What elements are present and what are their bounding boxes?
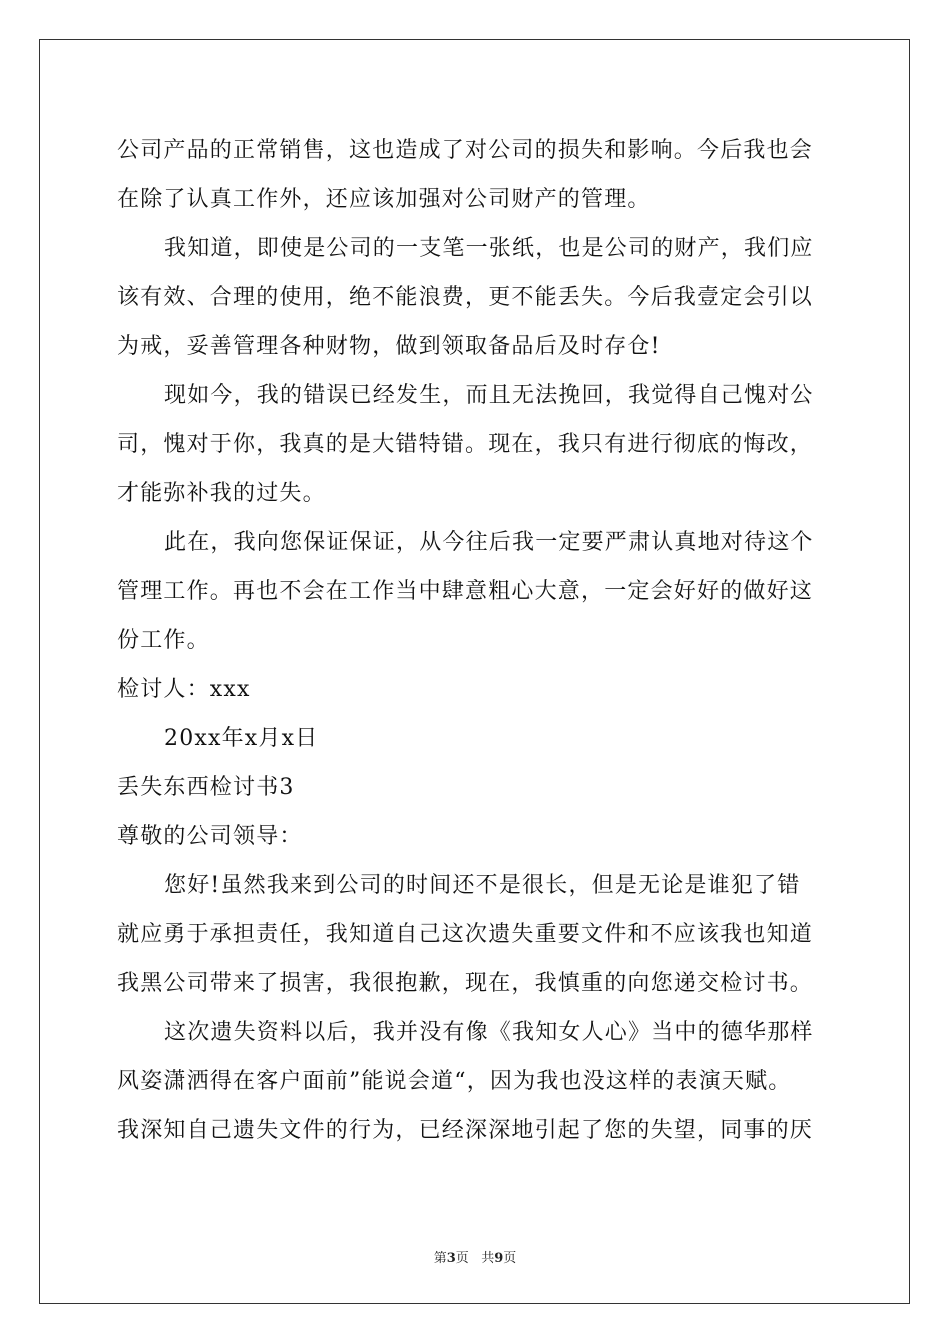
text-line: 20xx年x月x日 — [164, 726, 319, 751]
text-line: 检讨人：xxx — [117, 677, 251, 702]
footer-prefix: 第 — [433, 1251, 447, 1266]
total-page-count: 9 — [494, 1251, 504, 1266]
page-footer — [0, 1247, 950, 1266]
text-line: 管理工作。再也不会在工作当中肆意粗心大意，一定会好好的做好这 — [117, 579, 814, 604]
footer-page-suffix: 页 — [455, 1251, 469, 1266]
text-line: 在除了认真工作外，还应该加强对公司财产的管理。 — [117, 187, 651, 212]
text-line: 尊敬的公司领导： — [117, 824, 303, 849]
text-line: 为戒，妥善管理各种财物，做到领取备品后及时存仓! — [117, 334, 661, 359]
text-line: 就应勇于承担责任，我知道自己这次遗失重要文件和不应该我也知道 — [117, 922, 814, 947]
current-page-number: 3 — [446, 1251, 456, 1266]
text-line: 份工作。 — [117, 628, 210, 653]
text-line: 此在，我向您保证保证，从今往后我一定要严肃认真地对待这个 — [164, 530, 814, 555]
text-line: 您好!虽然我来到公司的时间还不是很长，但是无论是谁犯了错 — [164, 873, 801, 898]
text-line: 我黑公司带来了损害，我很抱歉，现在，我慎重的向您递交检讨书。 — [117, 971, 814, 996]
footer-total-suffix: 页 — [503, 1251, 517, 1266]
text-line: 我知道，即使是公司的一支笔一张纸，也是公司的财产，我们应 — [164, 236, 814, 261]
text-line: 现如今，我的错误已经发生，而且无法挽回，我觉得自己愧对公 — [164, 383, 814, 408]
text-line: 司，愧对于你，我真的是大错特错。现在，我只有进行彻底的悔改， — [117, 432, 814, 457]
text-line: 这次遗失资料以后，我并没有像《我知女人心》当中的德华那样 — [164, 1020, 814, 1045]
text-line: 该有效、合理的使用，绝不能浪费，更不能丢失。今后我壹定会引以 — [117, 285, 814, 310]
text-line: 风姿潇洒得在客户面前”能说会道“，因为我也没这样的表演天赋。 — [117, 1069, 792, 1094]
text-line: 公司产品的正常销售，这也造成了对公司的损失和影响。今后我也会 — [117, 138, 814, 163]
text-line: 才能弥补我的过失。 — [117, 481, 326, 506]
footer-total-prefix: 共 — [481, 1251, 495, 1266]
text-line: 丢失东西检讨书3 — [117, 775, 295, 800]
text-line: 我深知自己遗失文件的行为，已经深深地引起了您的失望，同事的厌 — [117, 1118, 814, 1143]
document-body — [117, 126, 837, 1155]
